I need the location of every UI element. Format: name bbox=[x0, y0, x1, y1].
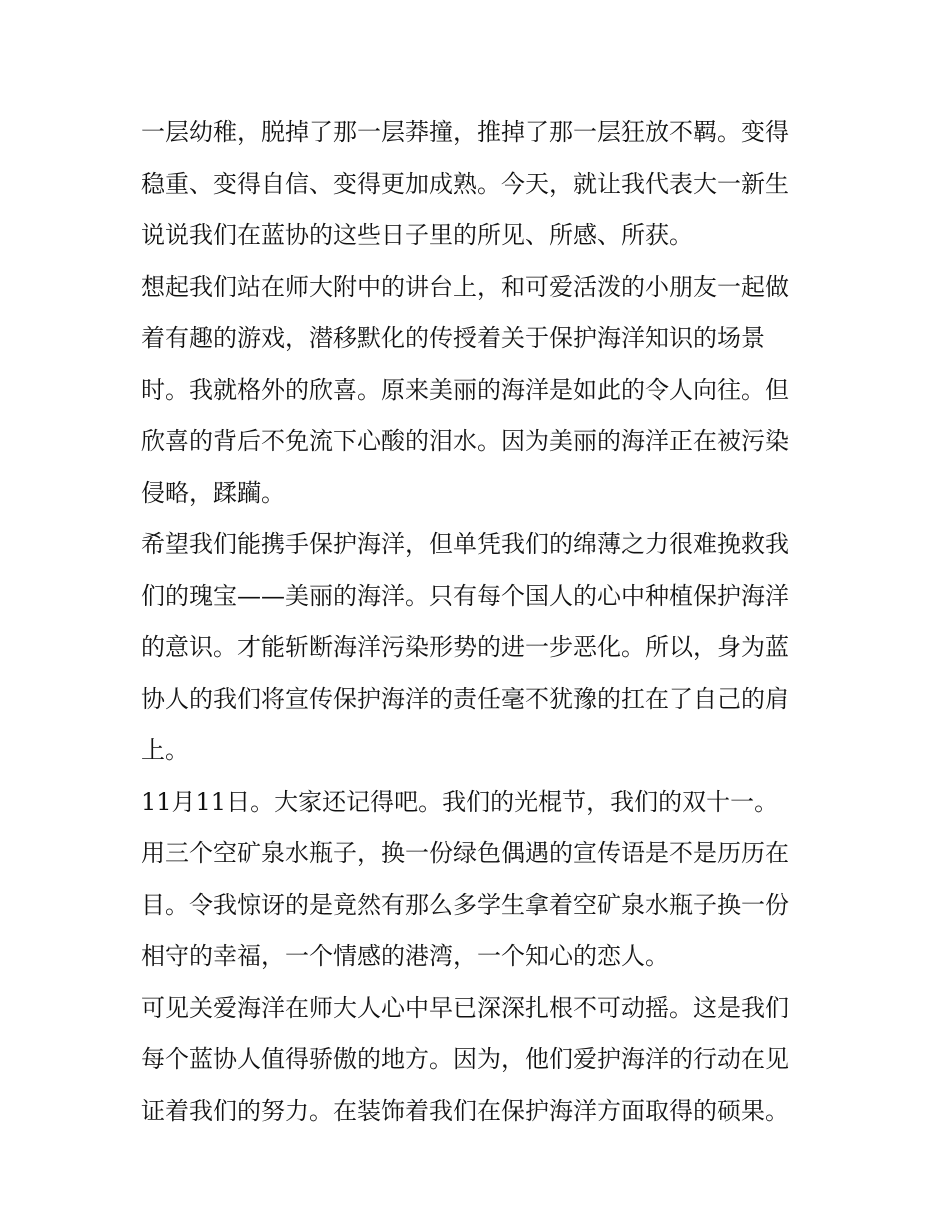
text-line: 说说我们在蓝协的这些日子里的所见、所感、所获。 bbox=[141, 221, 693, 249]
text-line: 上。 bbox=[141, 736, 189, 764]
text-line: 证着我们的努力。在装饰着我们在保护海洋方面取得的硕果。 bbox=[141, 1096, 789, 1125]
text-line: 协人的我们将宣传保护海洋的责任毫不犹豫的扛在了自己的肩 bbox=[141, 684, 789, 713]
text-line: 用三个空矿泉水瓶子，换一份绿色偶遇的宣传语是不是历历在 bbox=[141, 839, 789, 867]
text-line: 11月11日。大家还记得吧。我们的光棍节，我们的双十一。 bbox=[141, 787, 779, 816]
text-line: 一层幼稚，脱掉了那一层莽撞，推掉了那一层狂放不羁。变得 bbox=[141, 118, 789, 146]
text-line: 着有趣的游戏，潜移默化的传授着关于保护海洋知识的场景 bbox=[141, 324, 765, 352]
text-line: 的意识。才能斩断海洋污染形势的进一步恶化。所以，身为蓝 bbox=[141, 633, 789, 661]
text-line: 目。令我惊讶的是竟然有那么多学生拿着空矿泉水瓶子换一份 bbox=[141, 890, 789, 919]
text-line: 们的瑰宝——美丽的海洋。只有每个国人的心中种植保护海洋 bbox=[141, 581, 789, 610]
text-line: 时。我就格外的欣喜。原来美丽的海洋是如此的令人向往。但 bbox=[141, 375, 789, 404]
text-line: 欣喜的背后不免流下心酸的泪水。因为美丽的海洋正在被污染 bbox=[141, 427, 789, 455]
text-line: 每个蓝协人值得骄傲的地方。因为，他们爱护海洋的行动在见 bbox=[141, 1045, 789, 1073]
text-line: 想起我们站在师大附中的讲台上，和可爱活泼的小朋友一起做 bbox=[141, 272, 789, 301]
text-line: 相守的幸福，一个情感的港湾，一个知心的恋人。 bbox=[141, 942, 669, 970]
text-line: 可见关爱海洋在师大人心中早已深深扎根不可动摇。这是我们 bbox=[141, 993, 789, 1022]
text-line: 侵略，蹂躏。 bbox=[141, 478, 285, 507]
body-text bbox=[141, 107, 821, 1137]
text-line: 希望我们能携手保护海洋，但单凭我们的绵薄之力很难挽救我 bbox=[141, 530, 789, 558]
text-line: 稳重、变得自信、变得更加成熟。今天，就让我代表大一新生 bbox=[141, 169, 789, 198]
